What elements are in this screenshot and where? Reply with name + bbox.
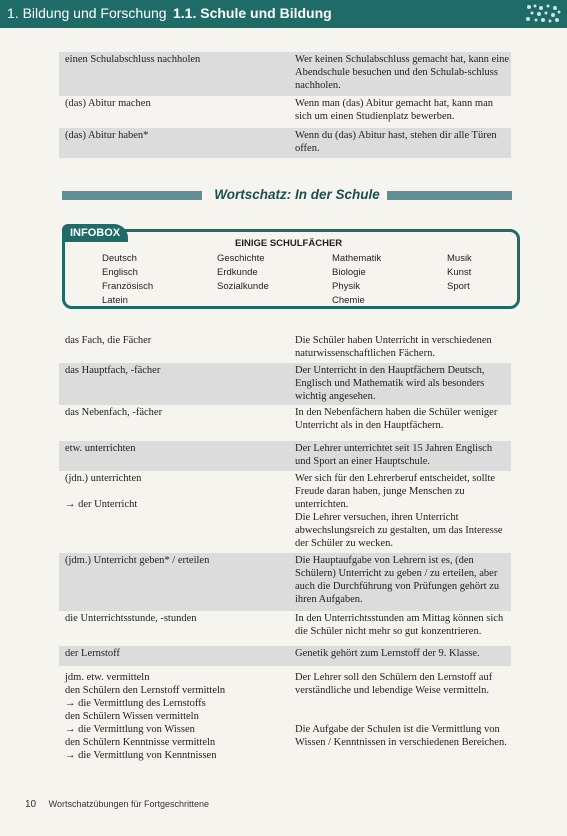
example: Der Unterricht in den Hauptfächern Deutsch, Englisch und Mathematik wird als besonders wichtig angesehen. <box>295 365 485 402</box>
page-footer <box>25 799 209 810</box>
table-row <box>59 333 511 363</box>
subject: Sport <box>447 281 470 292</box>
section-heading <box>62 187 512 205</box>
table-row <box>59 611 511 646</box>
example: Der Lehrer unterrichtet seit 15 Jahren Englisch und Sport an einer Hauptschule. <box>295 443 493 467</box>
subject: Geschichte <box>217 253 265 264</box>
infobox-tag: INFOBOX <box>62 224 128 242</box>
table-row <box>59 666 511 766</box>
subject: Sozialkunde <box>217 281 269 292</box>
table-row <box>59 363 511 405</box>
term: (das) Abitur machen <box>65 98 151 109</box>
term: das Hauptfach, -fächer <box>65 365 161 376</box>
example: Wenn man (das) Abitur gemacht hat, kann man sich um einen Studienplatz bewerben. <box>295 98 494 122</box>
infobox-heading: EINIGE SCHULFÄCHER <box>235 238 343 249</box>
dot-pattern-icon <box>523 2 563 26</box>
table-row <box>59 128 511 158</box>
table-row <box>59 52 511 96</box>
subject: Mathematik <box>332 253 382 264</box>
term: das Nebenfach, -fächer <box>65 407 163 418</box>
example: Genetik gehört zum Lernstoff der 9. Klasse. <box>295 648 480 659</box>
subject: Latein <box>102 295 128 306</box>
subject: Chemie <box>332 295 365 306</box>
subject-column <box>447 252 472 294</box>
example: Die Hauptaufgabe von Lehrern ist es, (den Schülern) Unterricht zu geben / zu erteilen, aber auch die Durchführung von Prüfungen gehört zu ihren Aufgaben. <box>295 555 500 605</box>
table-row <box>59 441 511 471</box>
subject-column <box>332 252 381 308</box>
table-row <box>59 646 511 666</box>
term: (jdn.) unterrichten → der Unterricht <box>65 473 142 510</box>
subject: Englisch <box>102 267 138 278</box>
table-row <box>59 405 511 441</box>
example: Wenn du (das) Abitur hast, stehen dir alle Türen offen. <box>295 130 497 154</box>
subject: Französisch <box>102 281 154 292</box>
term: das Fach, die Fächer <box>65 335 152 346</box>
example: In den Nebenfächern haben die Schüler weniger Unterricht als in den Hauptfächern. <box>295 407 498 431</box>
subject-column <box>102 252 153 308</box>
term: der Lernstoff <box>65 648 120 659</box>
heading-bar-right <box>387 191 512 200</box>
section-title: 1.1. Schule und Bildung <box>173 5 332 21</box>
example: Der Lehrer soll den Schülern den Lernstoff auf verständliche und lebendige Weise vermitteln. Die Aufgabe der Schulen ist die Vermittlung von Wissen / Kenntnissen in verschiedenen Bereichen. <box>295 672 507 748</box>
example: Wer sich für den Lehrerberuf entscheidet, sollte Freude daran haben, junge Menschen zu unterrichten. Die Lehrer versuchen, ihren Unterricht abwechslungsreich zu gestalten, um das Interesse der Schüler zu wecken. <box>295 473 503 549</box>
example: In den Unterrichtsstunden am Mittag können sich die Schüler nicht mehr so gut konzentrieren. <box>295 613 504 637</box>
term: (das) Abitur haben* <box>65 130 149 141</box>
subject: Physik <box>332 281 360 292</box>
section-heading-title: Wortschatz: In der Schule <box>214 187 380 202</box>
subject: Musik <box>447 253 472 264</box>
term: (jdm.) Unterricht geben* / erteilen <box>65 555 210 566</box>
subject: Kunst <box>447 267 472 278</box>
heading-bar-left <box>62 191 202 200</box>
book-title: Wortschatzübungen für Fortgeschrittene <box>48 799 210 809</box>
table-row <box>59 471 511 553</box>
subject: Deutsch <box>102 253 137 264</box>
term: einen Schulabschluss nachholen <box>65 54 201 65</box>
subject: Erdkunde <box>217 267 258 278</box>
page-number: 10 <box>25 799 37 810</box>
subject-column <box>217 252 269 294</box>
term: die Unterrichtsstunde, -stunden <box>65 613 197 624</box>
term: jdm. etw. vermitteln den Schülern den Lernstoff vermitteln → die Vermittlung des Lernstoffs den Schülern Wissen vermitteln → die Vermittlung von Wissen den Schülern Kenntnisse vermitteln → die Vermittlung von Kenntnissen <box>65 672 226 761</box>
example: Wer keinen Schulabschluss gemacht hat, kann eine Abendschule besuchen und den Schulab-schluss nachholen. <box>295 54 510 91</box>
vocabulary-table <box>59 333 511 766</box>
example: Die Schüler haben Unterricht in verschiedenen naturwissenschaftlichen Fächern. <box>295 335 492 359</box>
subject: Biologie <box>332 267 366 278</box>
term: etw. unterrichten <box>65 443 136 454</box>
page-header <box>0 0 567 28</box>
chapter-title: 1. Bildung und Forschung <box>7 5 167 21</box>
table-row <box>59 553 511 611</box>
table-row <box>59 96 511 128</box>
infobox <box>62 229 520 309</box>
top-vocabulary-table <box>59 52 511 158</box>
